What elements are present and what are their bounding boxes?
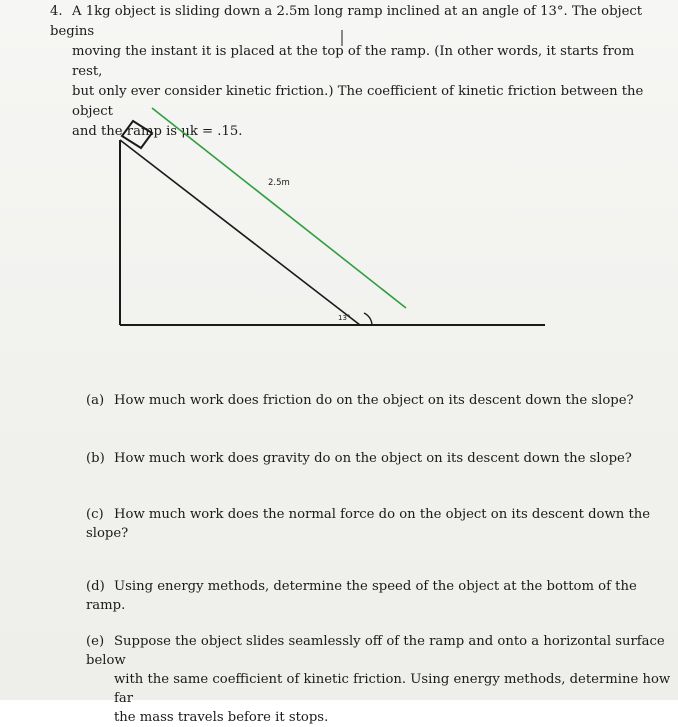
- ramp-surface: [120, 140, 360, 325]
- ramp-length-line: [152, 108, 406, 308]
- question-e-line-2: with the same coefficient of kinetic friction. Using energy methods, determine how far: [114, 672, 671, 706]
- question-e: [86, 632, 678, 727]
- question-a-text: How much work does friction do on the object on its descent down the slope?: [114, 393, 634, 408]
- angle-label: 13°: [338, 314, 351, 322]
- angle-arc: [364, 313, 372, 325]
- sliding-object-box: [122, 121, 152, 148]
- question-a-label: (a): [86, 393, 105, 408]
- question-e-line-1: (e) Suppose the object slides seamlessly off of the ramp and onto a horizontal surface below: [86, 634, 665, 668]
- ramp-length-label: 2.5m: [268, 178, 290, 188]
- problem-line-2: moving the instant it is placed at the top of the ramp. (In other words, it starts from rest,: [72, 44, 635, 79]
- question-c-label: (c): [86, 507, 104, 522]
- problem-number: 4.: [50, 4, 63, 19]
- question-b: [86, 449, 632, 468]
- problem-line-4: and the ramp is μk = .15.: [72, 124, 243, 139]
- question-e-line-3: the mass travels before it stops.: [114, 710, 329, 725]
- problem-line-3: but only ever consider kinetic friction.) The coefficient of kinetic friction between the object: [72, 84, 644, 119]
- question-a: [86, 391, 634, 410]
- question-b-label: (b): [86, 451, 105, 466]
- question-e-label: (e): [86, 634, 105, 649]
- question-d: [86, 577, 678, 615]
- question-b-text: How much work does gravity do on the object on its descent down the slope?: [114, 451, 632, 466]
- question-c: [86, 505, 678, 543]
- question-d-label: (d): [86, 579, 105, 594]
- question-c-text: How much work does the normal force do on the object on its descent down the slope?: [86, 507, 651, 541]
- question-d-text: Using energy methods, determine the speed of the object at the bottom of the ramp.: [86, 579, 637, 613]
- problem-line-1: 4. A 1kg object is sliding down a 2.5m long ramp inclined at an angle of 13°. The object begins: [50, 4, 643, 39]
